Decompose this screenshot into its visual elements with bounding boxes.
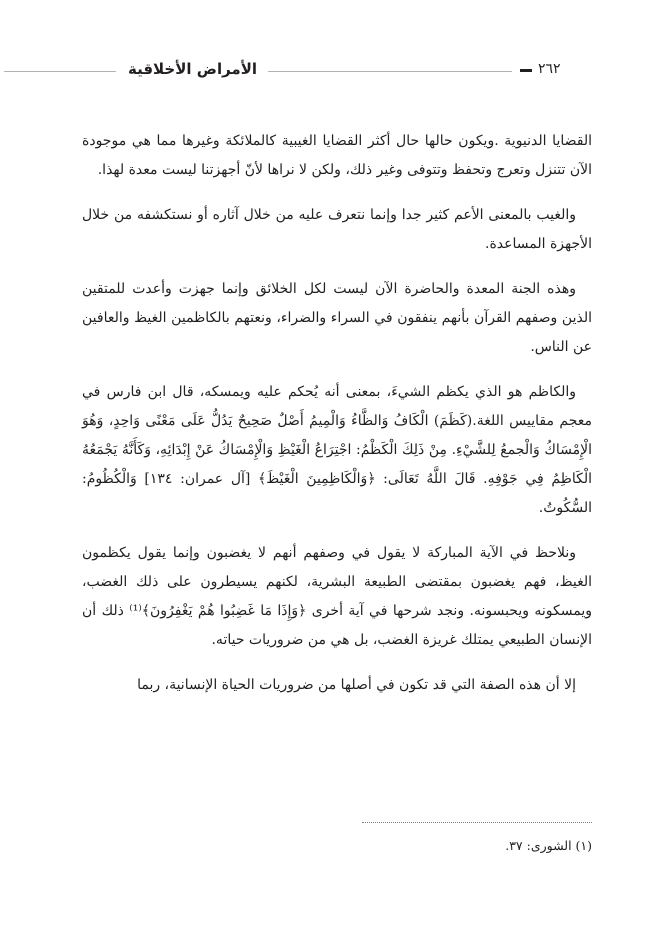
paragraph-5: ونلاحظ في الآية المباركة لا يقول في وصفهم أنهم لا يغضبون وإنما يقول يكظمون الغيظ، فهم يغضبون بمقتضى الطبيعة البشرية، لكنهم يسيطرون على ذلك الغضب، ويمسكونه ويحبسونه. ونجد شرحها في آية أخرى ﴿وَإِذَا مَا غَضِبُوا هُمْ يَغْفِرُونَ﴾⁽¹⁾ ذلك أن الإنسان الطبيعي يمتلك غريزة الغضب، بل هي من ضروريات حياته. <box>82 545 592 648</box>
paragraph-2: والغيب بالمعنى الأعم كثير جدا وإنما نتعرف عليه من خلال آثاره أو نستكشفه من خلال الأجهزة المساعدة. <box>82 207 592 252</box>
page-number: ٢٦٢ <box>538 61 561 77</box>
paragraph-4: والكاظم هو الذي يكظم الشيءَ، بمعنى أنه يُحكم عليه ويمسكه، قال ابن فارس في معجم مقاييس اللغة.(كَظَمَ) الْكَافُ وَالظَّاءُ وَالْمِيمُ أَصْلٌ صَحِيحٌ يَدُلُّ عَلَى مَعْنًى وَاحِدٍ، وَهُوَ الْإِمْسَاكُ وَالْجمعُ لِلشَّيْءِ. مِنْ ذَلِكَ الْكَظْمُ: اجْتِرَاعُ الْغَيْظِ وَالْإِمْسَاكُ عَنْ إِبْدَائِهِ، وَكَأَنَّهُ يَجْمَعُهُ الْكَاظِمُ فِي جَوْفِهِ. قَالَ اللَّهُ تَعَالَى: ﴿وَالْكَاظِمِينَ الْغَيْظَ﴾ [آل عمران: ١٣٤] وَالْكُظُومُ: السُّكُوتُ. <box>82 384 592 516</box>
chapter-title: الأمراض الأخلاقية <box>128 60 258 78</box>
footnote-separator <box>362 822 592 823</box>
body-text <box>82 127 592 716</box>
footnote: (١) الشورى: ٣٧. <box>505 838 592 853</box>
header-rule-middle <box>268 71 512 72</box>
header-dash <box>520 69 532 72</box>
paragraph-1: القضايا الدنيوية .ويكون حالها حال أكثر القضايا الغيبية كالملائكة وغيرها مما هي موجودة الآن تتنزل وتعرج وتحفظ وتتوفى وغير ذلك، ولكن لا نراها لأنّ أجهزتنا ليست معدة لهذا. <box>82 133 592 178</box>
paragraph-6: إلا أن هذه الصفة التي قد تكون في أصلها من ضروريات الحياة الإنسانية، ربما <box>137 677 576 693</box>
header-rule-left <box>4 71 116 72</box>
paragraph-3: وهذه الجنة المعدة والحاضرة الآن ليست لكل الخلائق وإنما جهزت وأعدت للمتقين الذين وصفهم القرآن بأنهم ينفقون في السراء والضراء، ونعتهم بالكاظمين الغيظ والعافين عن الناس. <box>82 281 592 355</box>
page-header <box>0 54 669 84</box>
